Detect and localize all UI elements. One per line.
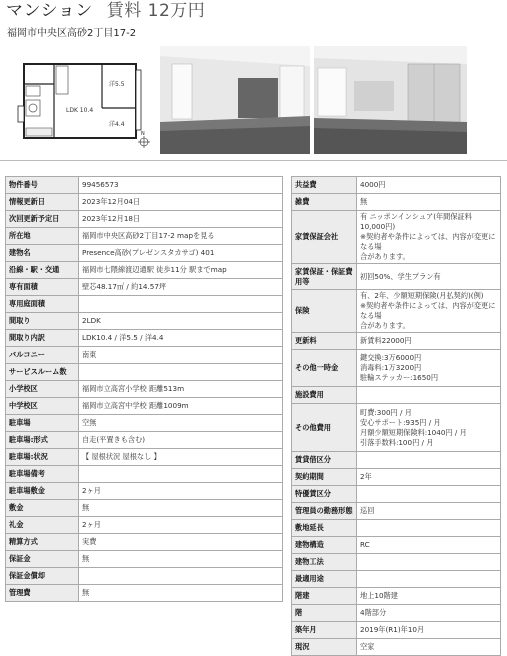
row-key: 現況	[292, 639, 357, 656]
row-value-line: 町費:300円 / 月	[360, 407, 412, 417]
row-value-line: ※契約者や条件によっては、内容が変更になる場	[360, 301, 496, 320]
row-value: 南東	[79, 347, 283, 364]
row-key: 沿線・駅・交通	[6, 262, 79, 279]
row-key: 保証金償却	[6, 568, 79, 585]
table-row	[292, 333, 501, 350]
row-value	[357, 486, 501, 503]
table-row	[292, 469, 501, 486]
table-row	[292, 264, 501, 290]
row-key: 物件番号	[6, 177, 79, 194]
row-key: 間取り内訳	[6, 330, 79, 347]
row-value: 2ヶ月	[79, 483, 283, 500]
table-row	[292, 452, 501, 469]
row-key: 間取り	[6, 313, 79, 330]
row-value: 2年	[357, 469, 501, 486]
row-key: その他一時金	[292, 350, 357, 387]
row-value-line: 合があります。	[360, 321, 410, 330]
address: 福岡市中央区高砂2丁目17-2	[7, 28, 137, 39]
row-key: 次回更新予定日	[6, 211, 79, 228]
row-value[interactable]: 福岡市七隈線渡辺通駅 徒歩11分 駅までmap	[79, 262, 283, 279]
room-label: 洋4.4	[109, 121, 125, 128]
table-row	[6, 551, 283, 568]
compass-label: N	[141, 131, 145, 137]
row-value	[357, 350, 501, 387]
table-row	[292, 503, 501, 520]
row-key: 建物名	[6, 245, 79, 262]
row-value-line: 消毒料:1万3200円	[360, 363, 422, 372]
row-key: 専有面積	[6, 279, 79, 296]
row-key: 建物工法	[292, 554, 357, 571]
row-value	[357, 404, 501, 452]
table-row	[292, 350, 501, 387]
row-value	[357, 520, 501, 537]
table-row	[6, 415, 283, 432]
table-row	[6, 449, 283, 466]
row-value	[357, 211, 501, 264]
row-value: 2LDK	[79, 313, 283, 330]
table-row	[292, 290, 501, 333]
row-value: 無	[357, 194, 501, 211]
table-row	[292, 622, 501, 639]
row-key: 敷地延長	[292, 520, 357, 537]
table-row	[6, 364, 283, 381]
row-value: 福岡市立高宮小学校 距離513m	[79, 381, 283, 398]
row-key: 契約期間	[292, 469, 357, 486]
row-value[interactable]: 福岡市中央区高砂2丁目17-2 mapを見る	[79, 228, 283, 245]
row-value	[79, 296, 283, 313]
table-row	[292, 520, 501, 537]
table-row	[6, 517, 283, 534]
table-row	[6, 296, 283, 313]
row-value: 福岡市立高宮中学校 距離1009m	[79, 398, 283, 415]
row-value: 新賃料22000円	[357, 333, 501, 350]
row-key: バルコニー	[6, 347, 79, 364]
row-value-line: 有 ニッポンインシュア(年間保証料10,000円)	[360, 212, 472, 231]
row-key: 駐車場備考	[6, 466, 79, 483]
table-row	[6, 177, 283, 194]
table-row	[6, 262, 283, 279]
table-row	[292, 571, 501, 588]
table-row	[6, 432, 283, 449]
row-key: 駐車場:状況	[6, 449, 79, 466]
table-row	[6, 194, 283, 211]
row-value: 2023年12月18日	[79, 211, 283, 228]
row-value: 実費	[79, 534, 283, 551]
row-value: 無	[79, 585, 283, 602]
row-value: 巡回	[357, 503, 501, 520]
row-value	[79, 364, 283, 381]
table-row	[6, 245, 283, 262]
row-value: 99456573	[79, 177, 283, 194]
row-value	[357, 554, 501, 571]
row-value: 無	[79, 551, 283, 568]
row-key: サービスルーム数	[6, 364, 79, 381]
table-row	[6, 585, 283, 602]
table-row	[6, 313, 283, 330]
row-value: 空無	[79, 415, 283, 432]
interior-photo[interactable]	[160, 46, 310, 154]
row-key: 駐車場敷金	[6, 483, 79, 500]
row-value: 4階部分	[357, 605, 501, 622]
row-value: 2ヶ月	[79, 517, 283, 534]
table-row	[292, 537, 501, 554]
table-row	[292, 387, 501, 404]
row-key: 家賃保証会社	[292, 211, 357, 264]
row-value: 空家	[357, 639, 501, 656]
table-row	[292, 211, 501, 264]
row-key: 専用庭面積	[6, 296, 79, 313]
table-row	[292, 588, 501, 605]
row-key: 建物構造	[292, 537, 357, 554]
table-row	[6, 466, 283, 483]
row-value	[357, 387, 501, 404]
row-value	[357, 290, 501, 333]
table-row	[6, 534, 283, 551]
row-key: 階建	[292, 588, 357, 605]
table-row	[292, 605, 501, 622]
row-key: 更新料	[292, 333, 357, 350]
table-row	[292, 486, 501, 503]
row-key: 情報更新日	[6, 194, 79, 211]
compass-icon	[138, 131, 150, 148]
row-value-line: 駐輪ステッカー:1650円	[360, 373, 439, 382]
row-key: 管理員の勤務形態	[292, 503, 357, 520]
row-key: 礼金	[6, 517, 79, 534]
row-key: 精算方式	[6, 534, 79, 551]
row-key: 保証金	[6, 551, 79, 568]
row-value: LDK10.4 / 洋5.5 / 洋4.4	[79, 330, 283, 347]
row-key: 施設費用	[292, 387, 357, 404]
row-key: 最適用途	[292, 571, 357, 588]
rent-price: 賃料 12万円	[106, 1, 206, 21]
row-value-line: 合があります。	[360, 252, 410, 261]
property-spec-table-right	[291, 176, 501, 656]
property-type: マンション	[6, 1, 93, 21]
table-row	[292, 194, 501, 211]
floorplan-image[interactable]	[6, 46, 151, 152]
interior-photo[interactable]	[314, 46, 467, 154]
table-row	[6, 330, 283, 347]
table-row	[6, 568, 283, 585]
table-row	[292, 177, 501, 194]
row-key: 築年月	[292, 622, 357, 639]
row-key: 管理費	[6, 585, 79, 602]
row-value: Presence高砂(プレゼンスタカサゴ) 401	[79, 245, 283, 262]
table-row	[6, 347, 283, 364]
row-value-line: ※契約者や条件によっては、内容が変更になる場	[360, 232, 496, 251]
row-key: 敷金	[6, 500, 79, 517]
row-key: 中学校区	[6, 398, 79, 415]
row-value	[357, 571, 501, 588]
row-value: 4000円	[357, 177, 501, 194]
row-value: 2023年12月04日	[79, 194, 283, 211]
row-value: 壁芯48.17㎡ / 約14.57坪	[79, 279, 283, 296]
table-row	[6, 211, 283, 228]
row-key: その他費用	[292, 404, 357, 452]
row-key: 階	[292, 605, 357, 622]
row-value: 初回50%、学生プラン有	[357, 264, 501, 290]
table-row	[292, 639, 501, 656]
row-key: 家賃保証・保証費用等	[292, 264, 357, 290]
table-row	[6, 500, 283, 517]
table-row	[6, 483, 283, 500]
row-key: 雑費	[292, 194, 357, 211]
row-key: 所在地	[6, 228, 79, 245]
row-value: 無	[79, 500, 283, 517]
row-value-line: 安心サポート:935円 / 月	[360, 417, 441, 427]
row-value: 【 屋根状況 屋根なし 】	[79, 449, 283, 466]
row-key: 賃貸借区分	[292, 452, 357, 469]
table-row	[292, 554, 501, 571]
row-value	[79, 466, 283, 483]
table-row	[6, 228, 283, 245]
divider	[0, 160, 507, 161]
row-value-line: 月額少額短期保険料:1040円 / 月	[360, 427, 467, 437]
table-row	[6, 398, 283, 415]
row-key: 駐車場:形式	[6, 432, 79, 449]
table-row	[6, 381, 283, 398]
room-label: 洋5.5	[109, 81, 125, 88]
room-label: LDK 10.4	[66, 107, 94, 114]
row-value: RC	[357, 537, 501, 554]
row-value-line: 引落手数料:100円 / 月	[360, 437, 434, 447]
row-value-line: 有、2年、少額短期保険(月払契約)(例)	[360, 291, 484, 300]
table-row	[292, 404, 501, 452]
row-value: 2019年(R1)年10月	[357, 622, 501, 639]
row-key: 駐車場	[6, 415, 79, 432]
row-value: 地上10階建	[357, 588, 501, 605]
row-key: 特優賃区分	[292, 486, 357, 503]
property-spec-table-left	[5, 176, 283, 602]
row-value	[357, 452, 501, 469]
row-value-line: 鍵交換:3万6000円	[360, 353, 422, 362]
row-key: 小学校区	[6, 381, 79, 398]
table-row	[6, 279, 283, 296]
page-title	[6, 0, 205, 21]
row-value	[79, 568, 283, 585]
row-key: 共益費	[292, 177, 357, 194]
row-value: 自走(平置きも含む)	[79, 432, 283, 449]
row-key: 保険	[292, 290, 357, 333]
